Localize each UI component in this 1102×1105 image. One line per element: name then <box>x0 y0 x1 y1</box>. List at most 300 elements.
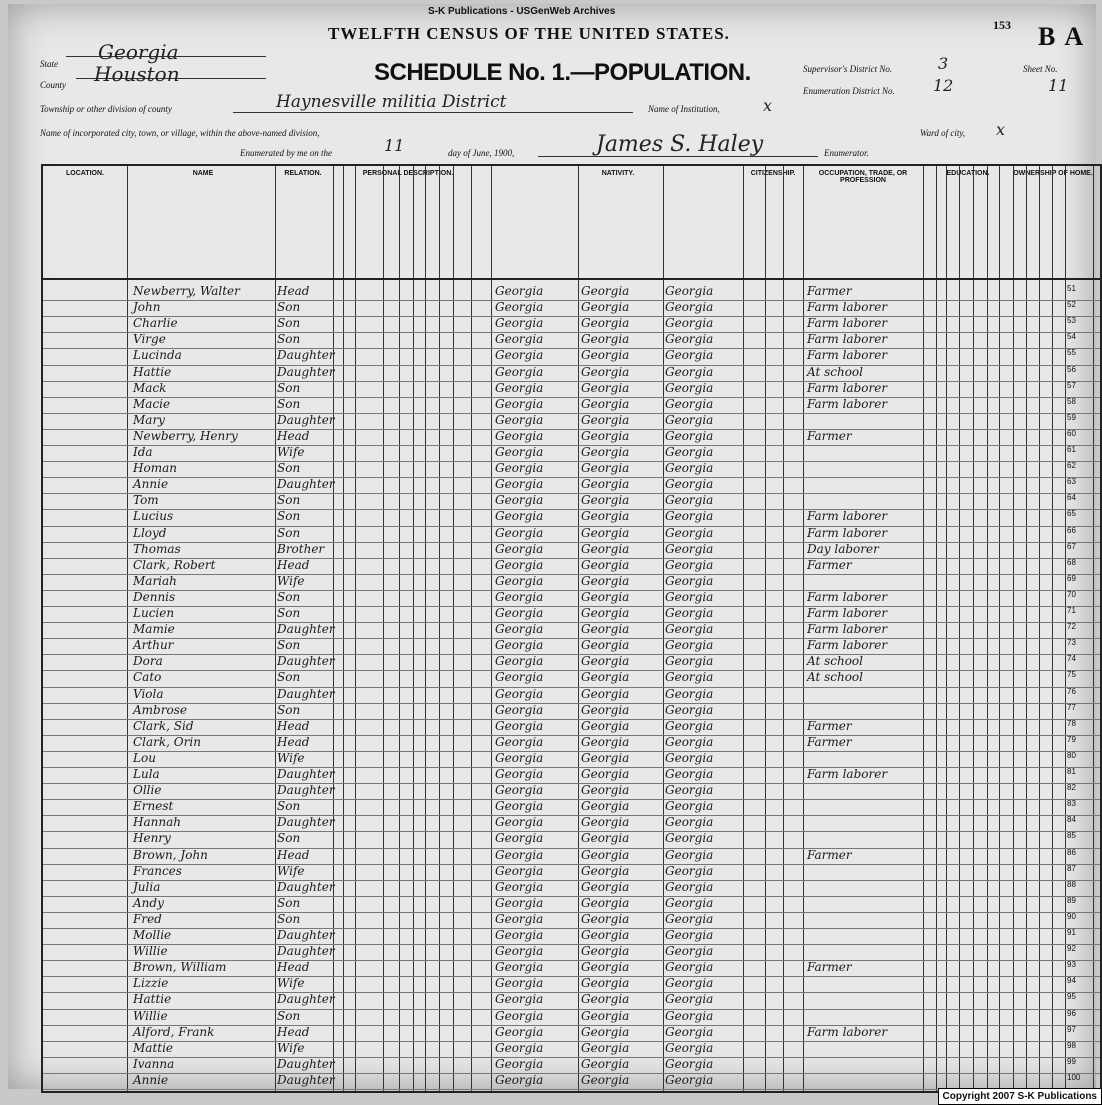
birthplace-father: Georgia <box>581 445 630 459</box>
person-occupation: Farm laborer <box>807 300 888 315</box>
person-relation: Son <box>277 702 301 717</box>
birthplace-father: Georgia <box>581 396 630 411</box>
birthplace-father: Georgia <box>581 944 630 959</box>
row-number: 61 <box>1067 445 1076 454</box>
birthplace-mother: Georgia <box>665 831 714 846</box>
person-relation: Daughter <box>277 622 335 637</box>
row-number: 79 <box>1067 734 1076 744</box>
birthplace-father: Georgia <box>581 428 630 443</box>
row-rule <box>43 526 1100 527</box>
supervisor-value: 3 <box>938 54 949 73</box>
person-occupation: Farm laborer <box>807 525 888 540</box>
birthplace-father: Georgia <box>581 718 630 733</box>
birthplace-person: Georgia <box>495 589 544 604</box>
row-rule <box>43 799 1100 800</box>
person-relation: Head <box>277 734 310 749</box>
birthplace-father: Georgia <box>581 654 630 669</box>
birthplace-person: Georgia <box>495 702 544 717</box>
row-rule <box>43 622 1100 623</box>
column-rule <box>413 166 414 1091</box>
header-location: LOCATION. <box>66 170 104 177</box>
state-label: State <box>40 59 58 69</box>
person-name: Hattie <box>133 992 172 1007</box>
row-number: 85 <box>1067 831 1076 841</box>
birthplace-father: Georgia <box>581 911 630 926</box>
person-name: Dora <box>133 654 163 669</box>
column-rule <box>1052 166 1053 1091</box>
birthplace-person: Georgia <box>495 316 544 331</box>
column-rule <box>765 166 766 1091</box>
column-rule <box>383 166 384 1091</box>
person-occupation: Farm laborer <box>807 767 888 781</box>
row-number: 91 <box>1067 928 1076 937</box>
person-occupation: Farm laborer <box>807 622 888 637</box>
birthplace-mother: Georgia <box>665 589 714 604</box>
birthplace-person: Georgia <box>495 509 544 524</box>
column-rule <box>743 166 744 1091</box>
birthplace-person: Georgia <box>495 606 544 620</box>
birthplace-father: Georgia <box>581 348 630 363</box>
person-relation: Wife <box>277 445 305 459</box>
birthplace-mother: Georgia <box>665 702 714 717</box>
person-name: Lucius <box>133 509 174 524</box>
birthplace-father: Georgia <box>581 525 630 540</box>
row-number: 75 <box>1067 670 1076 680</box>
person-name: Lloyd <box>133 525 167 540</box>
row-rule <box>43 944 1100 945</box>
column-rule <box>355 166 356 1091</box>
row-number: 92 <box>1067 944 1076 954</box>
person-relation: Daughter <box>277 686 335 701</box>
person-name: Thomas <box>133 541 181 556</box>
birthplace-mother: Georgia <box>665 380 714 395</box>
birthplace-mother: Georgia <box>665 348 714 363</box>
person-relation: Son <box>277 606 301 620</box>
row-rule <box>43 654 1100 655</box>
person-name: Newberry, Henry <box>133 428 238 443</box>
birthplace-father: Georgia <box>581 1056 630 1071</box>
birthplace-father: Georgia <box>581 879 630 894</box>
row-number: 51 <box>1067 284 1076 293</box>
person-name: Mariah <box>133 573 177 588</box>
birthplace-person: Georgia <box>495 1008 544 1023</box>
row-rule <box>43 767 1100 768</box>
person-relation: Head <box>277 428 310 443</box>
birthplace-father: Georgia <box>581 750 630 765</box>
township-label: Township or other division of county <box>40 104 172 114</box>
birthplace-person: Georgia <box>495 557 544 572</box>
row-number: 71 <box>1067 606 1076 615</box>
person-relation: Son <box>277 638 301 653</box>
person-relation: Son <box>277 509 301 524</box>
row-number: 89 <box>1067 895 1076 905</box>
column-rule <box>1065 166 1066 1091</box>
person-relation: Wife <box>277 750 305 765</box>
birthplace-father: Georgia <box>581 557 630 572</box>
row-rule <box>43 783 1100 784</box>
birthplace-father: Georgia <box>581 670 630 685</box>
person-relation: Brother <box>277 541 325 556</box>
census-title: TWELFTH CENSUS OF THE UNITED STATES. <box>328 24 730 43</box>
person-relation: Daughter <box>277 477 335 492</box>
birthplace-father: Georgia <box>581 573 630 588</box>
person-name: Frances <box>133 863 182 878</box>
birthplace-person: Georgia <box>495 911 544 926</box>
column-rule <box>453 166 454 1091</box>
birthplace-person: Georgia <box>495 412 544 427</box>
day-of-label: day of June, 1900, <box>448 148 515 158</box>
ward-label: Ward of city, <box>920 128 966 138</box>
row-rule <box>43 300 1100 301</box>
column-rule <box>1013 166 1014 1091</box>
row-rule <box>43 461 1100 462</box>
header-nativity: NATIVITY. <box>601 170 635 177</box>
state-value: Georgia <box>98 40 179 64</box>
birthplace-mother: Georgia <box>665 1056 714 1071</box>
birthplace-father: Georgia <box>581 284 630 298</box>
person-relation: Son <box>277 911 301 926</box>
birthplace-father: Georgia <box>581 622 630 637</box>
birthplace-person: Georgia <box>495 348 544 363</box>
person-name: Macie <box>133 396 171 411</box>
header-name: NAME <box>192 170 214 177</box>
birthplace-mother: Georgia <box>665 525 714 540</box>
birthplace-father: Georgia <box>581 493 630 508</box>
column-rule <box>425 166 426 1091</box>
birthplace-mother: Georgia <box>665 750 714 765</box>
birthplace-mother: Georgia <box>665 895 714 910</box>
person-relation: Wife <box>277 573 305 588</box>
birthplace-mother: Georgia <box>665 316 714 331</box>
birthplace-father: Georgia <box>581 767 630 781</box>
birthplace-mother: Georgia <box>665 863 714 878</box>
person-occupation: Farm laborer <box>807 589 888 604</box>
county-label: County <box>40 80 66 90</box>
row-rule <box>43 928 1100 929</box>
birthplace-mother: Georgia <box>665 461 714 476</box>
row-number: 97 <box>1067 1024 1076 1034</box>
row-rule <box>43 365 1100 366</box>
birthplace-mother: Georgia <box>665 1024 714 1039</box>
birthplace-person: Georgia <box>495 525 544 540</box>
birthplace-mother: Georgia <box>665 1040 714 1055</box>
person-occupation: Farm laborer <box>807 316 888 331</box>
birthplace-person: Georgia <box>495 734 544 749</box>
person-occupation: Farm laborer <box>807 1024 888 1039</box>
column-rule <box>946 166 947 1091</box>
person-relation: Daughter <box>277 348 335 363</box>
row-number: 67 <box>1067 541 1076 551</box>
birthplace-father: Georgia <box>581 960 630 975</box>
person-occupation: Farm laborer <box>807 606 888 620</box>
birthplace-mother: Georgia <box>665 412 714 427</box>
birthplace-father: Georgia <box>581 412 630 427</box>
row-number: 90 <box>1067 911 1076 921</box>
birthplace-father: Georgia <box>581 895 630 910</box>
row-rule <box>43 912 1100 913</box>
birthplace-person: Georgia <box>495 831 544 846</box>
person-name: Willie <box>133 944 168 959</box>
column-rule <box>578 166 579 1091</box>
birthplace-person: Georgia <box>495 960 544 975</box>
person-name: Willie <box>133 1008 168 1023</box>
birthplace-mother: Georgia <box>665 638 714 653</box>
column-rule <box>343 166 344 1091</box>
enumeration-label: Enumeration District No. <box>803 86 895 96</box>
person-occupation: Farmer <box>807 718 852 733</box>
row-number: 62 <box>1067 461 1076 471</box>
birthplace-person: Georgia <box>495 428 544 443</box>
birthplace-mother: Georgia <box>665 557 714 572</box>
supervisor-label: Supervisor's District No. <box>803 64 893 74</box>
header-education: EDUCATION. <box>946 170 990 177</box>
row-number: 87 <box>1067 863 1076 873</box>
schedule-title: SCHEDULE No. 1.—POPULATION. <box>374 59 751 86</box>
row-number: 58 <box>1067 396 1076 406</box>
birthplace-person: Georgia <box>495 332 544 347</box>
row-rule <box>43 864 1100 865</box>
person-name: Ida <box>133 445 153 459</box>
row-rule <box>43 1041 1100 1042</box>
row-rule <box>43 992 1100 993</box>
person-name: Ernest <box>133 799 174 814</box>
sheet-label: Sheet No. <box>1023 64 1058 74</box>
birthplace-father: Georgia <box>581 831 630 846</box>
birthplace-mother: Georgia <box>665 944 714 959</box>
column-rule <box>783 166 784 1091</box>
birthplace-person: Georgia <box>495 622 544 637</box>
row-number: 83 <box>1067 799 1076 809</box>
birthplace-mother: Georgia <box>665 477 714 492</box>
person-name: Brown, William <box>133 960 227 975</box>
person-name: Hattie <box>133 364 172 379</box>
person-name: Homan <box>133 461 177 476</box>
column-rule <box>959 166 960 1091</box>
row-number: 94 <box>1067 976 1076 986</box>
person-relation: Daughter <box>277 944 335 959</box>
person-name: Brown, John <box>133 847 208 862</box>
county-value: Houston <box>94 62 180 86</box>
person-relation: Son <box>277 589 301 604</box>
person-occupation: At school <box>807 670 863 685</box>
row-number: 66 <box>1067 525 1076 535</box>
person-name: Alford, Frank <box>133 1024 215 1039</box>
person-name: Julia <box>133 879 161 894</box>
person-relation: Daughter <box>277 767 335 781</box>
person-relation: Daughter <box>277 879 335 894</box>
enumerated-day: 11 <box>384 136 405 155</box>
birthplace-mother: Georgia <box>665 622 714 637</box>
person-relation: Son <box>277 493 301 508</box>
enumeration-value: 12 <box>933 76 954 95</box>
row-rule <box>43 574 1100 575</box>
person-occupation: At school <box>807 654 863 669</box>
person-name: Andy <box>133 895 164 910</box>
birthplace-mother: Georgia <box>665 783 714 798</box>
row-rule <box>43 397 1100 398</box>
birthplace-mother: Georgia <box>665 670 714 685</box>
birthplace-person: Georgia <box>495 976 544 991</box>
column-rule <box>127 166 128 1091</box>
person-relation: Wife <box>277 976 305 991</box>
row-number: 69 <box>1067 573 1076 583</box>
person-occupation: Farm laborer <box>807 396 888 411</box>
source-banner: S-K Publications - USGenWeb Archives <box>428 6 616 17</box>
person-relation: Head <box>277 960 310 975</box>
row-number: 88 <box>1067 879 1076 889</box>
person-occupation: Farmer <box>807 847 852 862</box>
header-occupation: OCCUPATION, TRADE, OR PROFESSION <box>818 170 908 184</box>
birthplace-mother: Georgia <box>665 1008 714 1023</box>
row-rule <box>43 316 1100 317</box>
row-number: 81 <box>1067 767 1076 776</box>
birthplace-person: Georgia <box>495 847 544 862</box>
row-rule <box>43 1073 1100 1074</box>
birthplace-mother: Georgia <box>665 992 714 1007</box>
row-rule <box>43 638 1100 639</box>
birthplace-person: Georgia <box>495 895 544 910</box>
birthplace-person: Georgia <box>495 573 544 588</box>
person-name: Fred <box>133 911 162 926</box>
person-name: Clark, Robert <box>133 557 216 572</box>
row-rule <box>43 590 1100 591</box>
column-rule <box>987 166 988 1091</box>
birthplace-father: Georgia <box>581 461 630 476</box>
ward-value: x <box>996 120 1006 139</box>
header-relation: RELATION. <box>284 170 322 177</box>
person-name: Ivanna <box>133 1056 175 1071</box>
person-name: Mollie <box>133 928 172 942</box>
row-rule <box>43 606 1100 607</box>
birthplace-person: Georgia <box>495 1040 544 1055</box>
row-number: 78 <box>1067 718 1076 728</box>
header-ownership: OWNERSHIP OF HOME. <box>1013 170 1093 177</box>
person-relation: Daughter <box>277 654 335 669</box>
birthplace-father: Georgia <box>581 847 630 862</box>
row-rule <box>43 703 1100 704</box>
institution-value: x <box>763 96 773 115</box>
row-number: 55 <box>1067 348 1076 358</box>
birthplace-person: Georgia <box>495 284 544 298</box>
birthplace-person: Georgia <box>495 364 544 379</box>
row-rule <box>43 509 1100 510</box>
person-name: Hannah <box>133 815 181 830</box>
census-page <box>8 4 1096 1089</box>
birthplace-person: Georgia <box>495 670 544 685</box>
birthplace-person: Georgia <box>495 783 544 798</box>
birthplace-father: Georgia <box>581 783 630 798</box>
person-occupation: Day laborer <box>807 541 879 556</box>
column-rule <box>471 166 472 1091</box>
person-name: Henry <box>133 831 171 846</box>
birthplace-mother: Georgia <box>665 686 714 701</box>
person-name: Mary <box>133 412 165 427</box>
row-rule <box>43 445 1100 446</box>
person-relation: Daughter <box>277 364 335 379</box>
row-rule <box>43 751 1100 752</box>
person-name: Tom <box>133 493 159 508</box>
birthplace-person: Georgia <box>495 799 544 814</box>
birthplace-mother: Georgia <box>665 976 714 991</box>
birthplace-father: Georgia <box>581 799 630 814</box>
column-rule <box>275 166 276 1091</box>
birthplace-mother: Georgia <box>665 493 714 508</box>
person-relation: Wife <box>277 863 305 878</box>
row-number: 73 <box>1067 638 1076 648</box>
header-citizenship: CITIZENSHIP. <box>750 170 796 177</box>
page-number: 153 <box>993 18 1011 32</box>
institution-label: Name of Institution, <box>648 104 720 114</box>
person-relation: Daughter <box>277 412 335 427</box>
person-name: Annie <box>133 1072 169 1087</box>
person-occupation: Farmer <box>807 734 852 749</box>
header-rule <box>43 278 1100 280</box>
row-rule <box>43 687 1100 688</box>
birthplace-person: Georgia <box>495 686 544 701</box>
row-rule <box>43 670 1100 671</box>
enumerator-label: Enumerator. <box>824 148 869 158</box>
person-occupation: Farmer <box>807 960 852 975</box>
column-rule <box>439 166 440 1091</box>
birthplace-father: Georgia <box>581 541 630 556</box>
row-number: 93 <box>1067 960 1076 970</box>
person-name: Ambrose <box>133 702 187 717</box>
birthplace-father: Georgia <box>581 332 630 347</box>
person-relation: Daughter <box>277 1056 335 1071</box>
birthplace-father: Georgia <box>581 976 630 991</box>
person-occupation: Farm laborer <box>807 638 888 653</box>
column-rule <box>1039 166 1040 1091</box>
column-rule <box>1026 166 1027 1091</box>
person-occupation: Farmer <box>807 284 852 298</box>
person-name: Lucinda <box>133 348 182 363</box>
birthplace-father: Georgia <box>581 815 630 830</box>
birthplace-mother: Georgia <box>665 445 714 459</box>
row-rule <box>43 542 1100 543</box>
row-number: 86 <box>1067 847 1076 857</box>
row-number: 95 <box>1067 992 1076 1002</box>
person-occupation: Farmer <box>807 557 852 572</box>
birthplace-person: Georgia <box>495 863 544 878</box>
birthplace-father: Georgia <box>581 734 630 749</box>
person-relation: Son <box>277 300 301 315</box>
person-name: Newberry, Walter <box>133 284 240 298</box>
birthplace-person: Georgia <box>495 992 544 1007</box>
row-number: 64 <box>1067 493 1076 503</box>
column-rule <box>999 166 1000 1091</box>
birthplace-father: Georgia <box>581 1040 630 1055</box>
birthplace-father: Georgia <box>581 686 630 701</box>
row-rule <box>43 815 1100 816</box>
row-number: 72 <box>1067 622 1076 632</box>
birthplace-mother: Georgia <box>665 332 714 347</box>
incorporated-label: Name of incorporated city, town, or village, within the above-named division, <box>40 128 320 138</box>
person-relation: Son <box>277 799 301 814</box>
person-name: Arthur <box>133 638 174 653</box>
person-relation: Head <box>277 718 310 733</box>
person-relation: Son <box>277 316 301 331</box>
enumerator-name: James S. Haley <box>596 132 764 157</box>
person-relation: Head <box>277 1024 310 1039</box>
birthplace-person: Georgia <box>495 879 544 894</box>
person-name: Dennis <box>133 589 176 604</box>
birthplace-father: Georgia <box>581 606 630 620</box>
birthplace-person: Georgia <box>495 928 544 942</box>
person-name: Ollie <box>133 783 162 798</box>
row-number: 52 <box>1067 300 1076 310</box>
person-occupation: Farm laborer <box>807 380 888 395</box>
row-number: 98 <box>1067 1040 1076 1050</box>
